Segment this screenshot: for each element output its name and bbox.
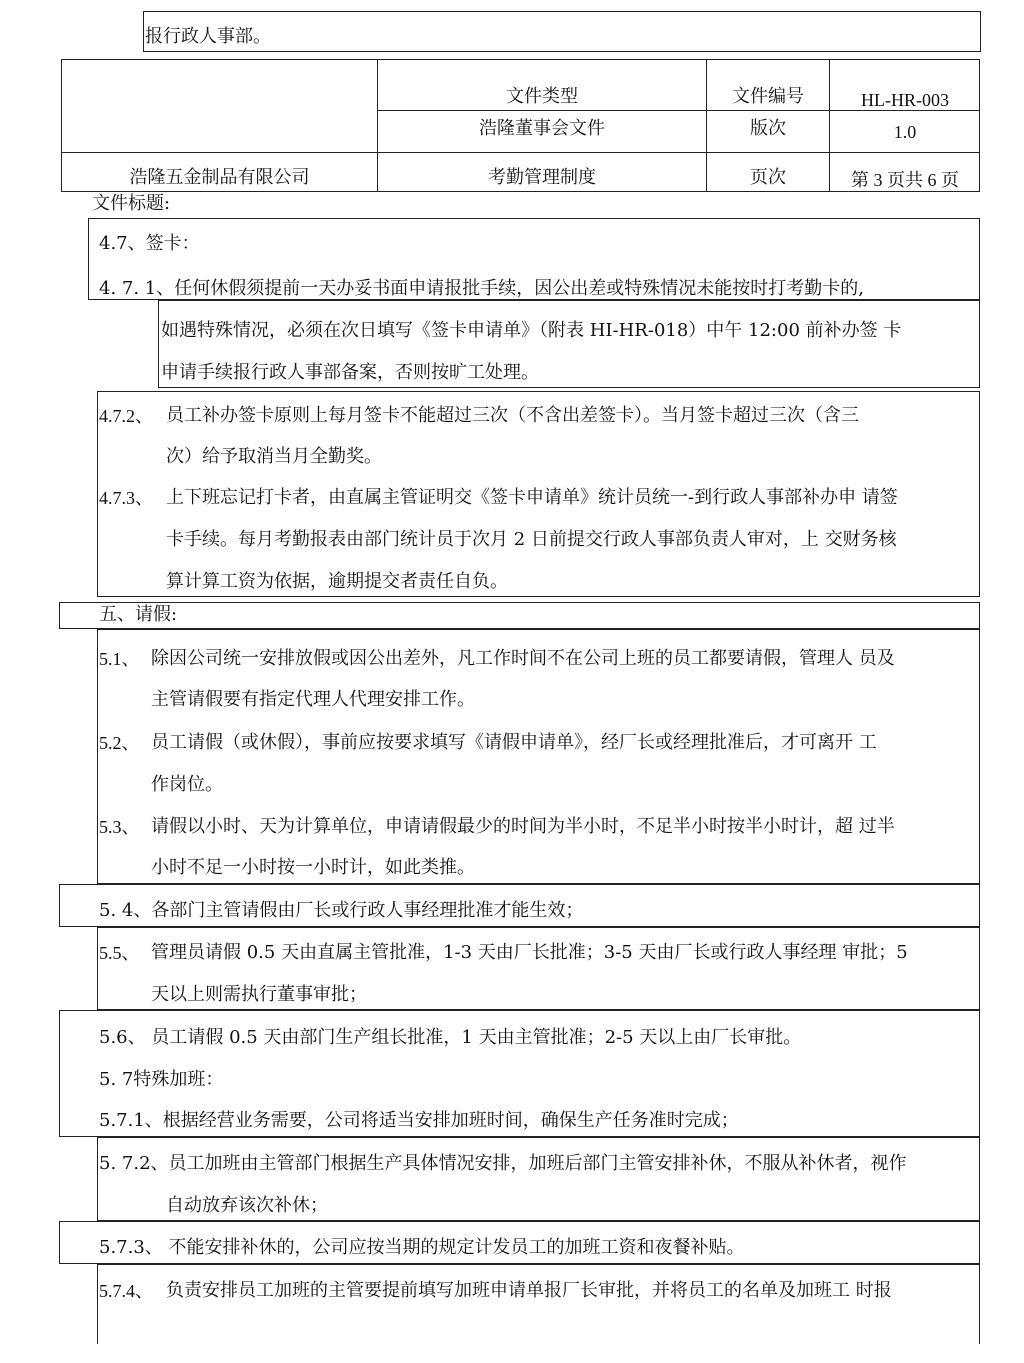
section-5-3-line-1: 请假以小时、天为计算单位，申请请假最少的时间为半小时，不足半小时按半小时计，超 过半 xyxy=(151,816,895,837)
top-note: 报行政人事部。 xyxy=(145,26,271,47)
version-value: 1.0 xyxy=(893,122,917,142)
section-5-7-4-line-1: 负责安排员工加班的主管要提前填写加班申请单报厂长审批，并将员工的名单及加班工 时报 xyxy=(166,1280,892,1301)
section-5-7-1: 5.7.1、根据经营业务需要，公司将适当安排加班时间，确保生产任务准时完成； xyxy=(99,1110,739,1131)
section-4-7-3-line-3: 算计算工资为依据，逾期提交者责任自负。 xyxy=(166,571,508,592)
section-5-2-line-2: 作岗位。 xyxy=(151,774,223,795)
section-5-6: 5.6、 员工请假 0.5 天由部门生产组长批准，1 天由主管批准；2-5 天以上由厂长审批。 xyxy=(99,1027,802,1048)
section-5-7-heading: 5. 7特殊加班： xyxy=(99,1069,224,1090)
section-4-7-3-line-1: 上下班忘记打卡者，由直属主管证明交《签卡申请单》统计员统一-到行政人事部补办申 请签 xyxy=(166,487,898,508)
doc-type-label: 文件类型 xyxy=(506,86,578,107)
section-4-7-1-line-1: 4. 7. 1、任何休假须提前一天办妥书面申请报批手续，因公出差或特殊情况未能按时打考勤卡的, xyxy=(99,278,864,299)
section-5-7-2-line-2: 自动放弃该次补休； xyxy=(166,1195,328,1216)
section-5-7-2-line-1: 5. 7.2、员工加班由主管部门根据生产具体情况安排，加班后部门主管安排补休，不服从补休者，视作 xyxy=(99,1153,907,1174)
section-5-4: 5. 4、各部门主管请假由厂长或行政人事经理批准才能生效； xyxy=(99,900,584,921)
section-4-7-2-line-2: 次）给予取消当月全勤奖。 xyxy=(166,446,382,467)
section-4-7-3-number: 4.7.3、 xyxy=(99,488,153,508)
section-5-5-line-2: 天以上则需执行董事审批； xyxy=(151,984,367,1005)
header-row-line-2 xyxy=(61,152,980,153)
section-5-7-3: 5.7.3、 不能安排补休的，公司应按当期的规定计发员工的加班工资和夜餐补贴。 xyxy=(99,1237,745,1258)
section-4-7-1-line-2: 如遇特殊情况，必须在次日填写《签卡申请单》（附表 HI-HR-018）中午 12:00 前补办签 卡 xyxy=(161,320,902,341)
section-5-heading-box xyxy=(59,602,980,629)
section-5-5-number: 5.5、 xyxy=(99,943,140,963)
section-4-7-heading: 4.7、签卡： xyxy=(99,233,200,254)
section-4-7-2-line-1: 员工补办签卡原则上每月签卡不能超过三次（不含出差签卡）。当月签卡超过三次（含三 xyxy=(166,405,859,426)
page-value: 第 3 页共 6 页 xyxy=(851,170,959,190)
section-5-5-line-1: 管理员请假 0.5 天由直属主管批准，1-3 天由厂长批准；3-5 天由厂长或行政人事经理 审批；5 xyxy=(151,942,908,963)
section-5-2-line-1: 员工请假（或休假），事前应按要求填写《请假申请单》，经厂长或经理批准后，才可离开 工 xyxy=(151,732,877,753)
version-label: 版次 xyxy=(750,118,786,139)
section-5-1-line-2: 主管请假要有指定代理人代理安排工作。 xyxy=(151,689,475,710)
section-5-7-4-number: 5.7.4、 xyxy=(99,1281,153,1301)
section-4-7-1-line-3: 申请手续报行政人事部备案，否则按旷工处理。 xyxy=(161,362,539,383)
section-4-7-2-number: 4.7.2、 xyxy=(99,406,153,426)
section-5-3-number: 5.3、 xyxy=(99,817,140,837)
doc-type-value: 浩隆董事会文件 xyxy=(479,118,605,139)
doc-no-value: HL-HR-003 xyxy=(861,90,949,110)
page-label: 页次 xyxy=(750,167,786,188)
section-5-2-number: 5.2、 xyxy=(99,733,140,753)
section-5-heading: 五、请假: xyxy=(99,604,178,625)
section-5-1-number: 5.1、 xyxy=(99,649,140,669)
section-5-3-line-2: 小时不足一小时按一小时计，如此类推。 xyxy=(151,857,475,878)
doc-title-value: 考勤管理制度 xyxy=(488,167,596,188)
doc-no-label: 文件编号 xyxy=(732,86,804,107)
section-5-7-4-box xyxy=(97,1264,980,1344)
company-name: 浩隆五金制品有限公司 xyxy=(129,167,310,188)
section-4-7-3-line-2: 卡手续。每月考勤报表由部门统计员于次月 2 日前提交行政人事部负责人审对，上 交财务核 xyxy=(166,529,897,550)
file-title-label: 文件标题: xyxy=(92,193,171,214)
section-5-1-line-1: 除因公司统一安排放假或因公出差外，凡工作时间不在公司上班的员工都要请假，管理人 员及 xyxy=(151,648,895,669)
